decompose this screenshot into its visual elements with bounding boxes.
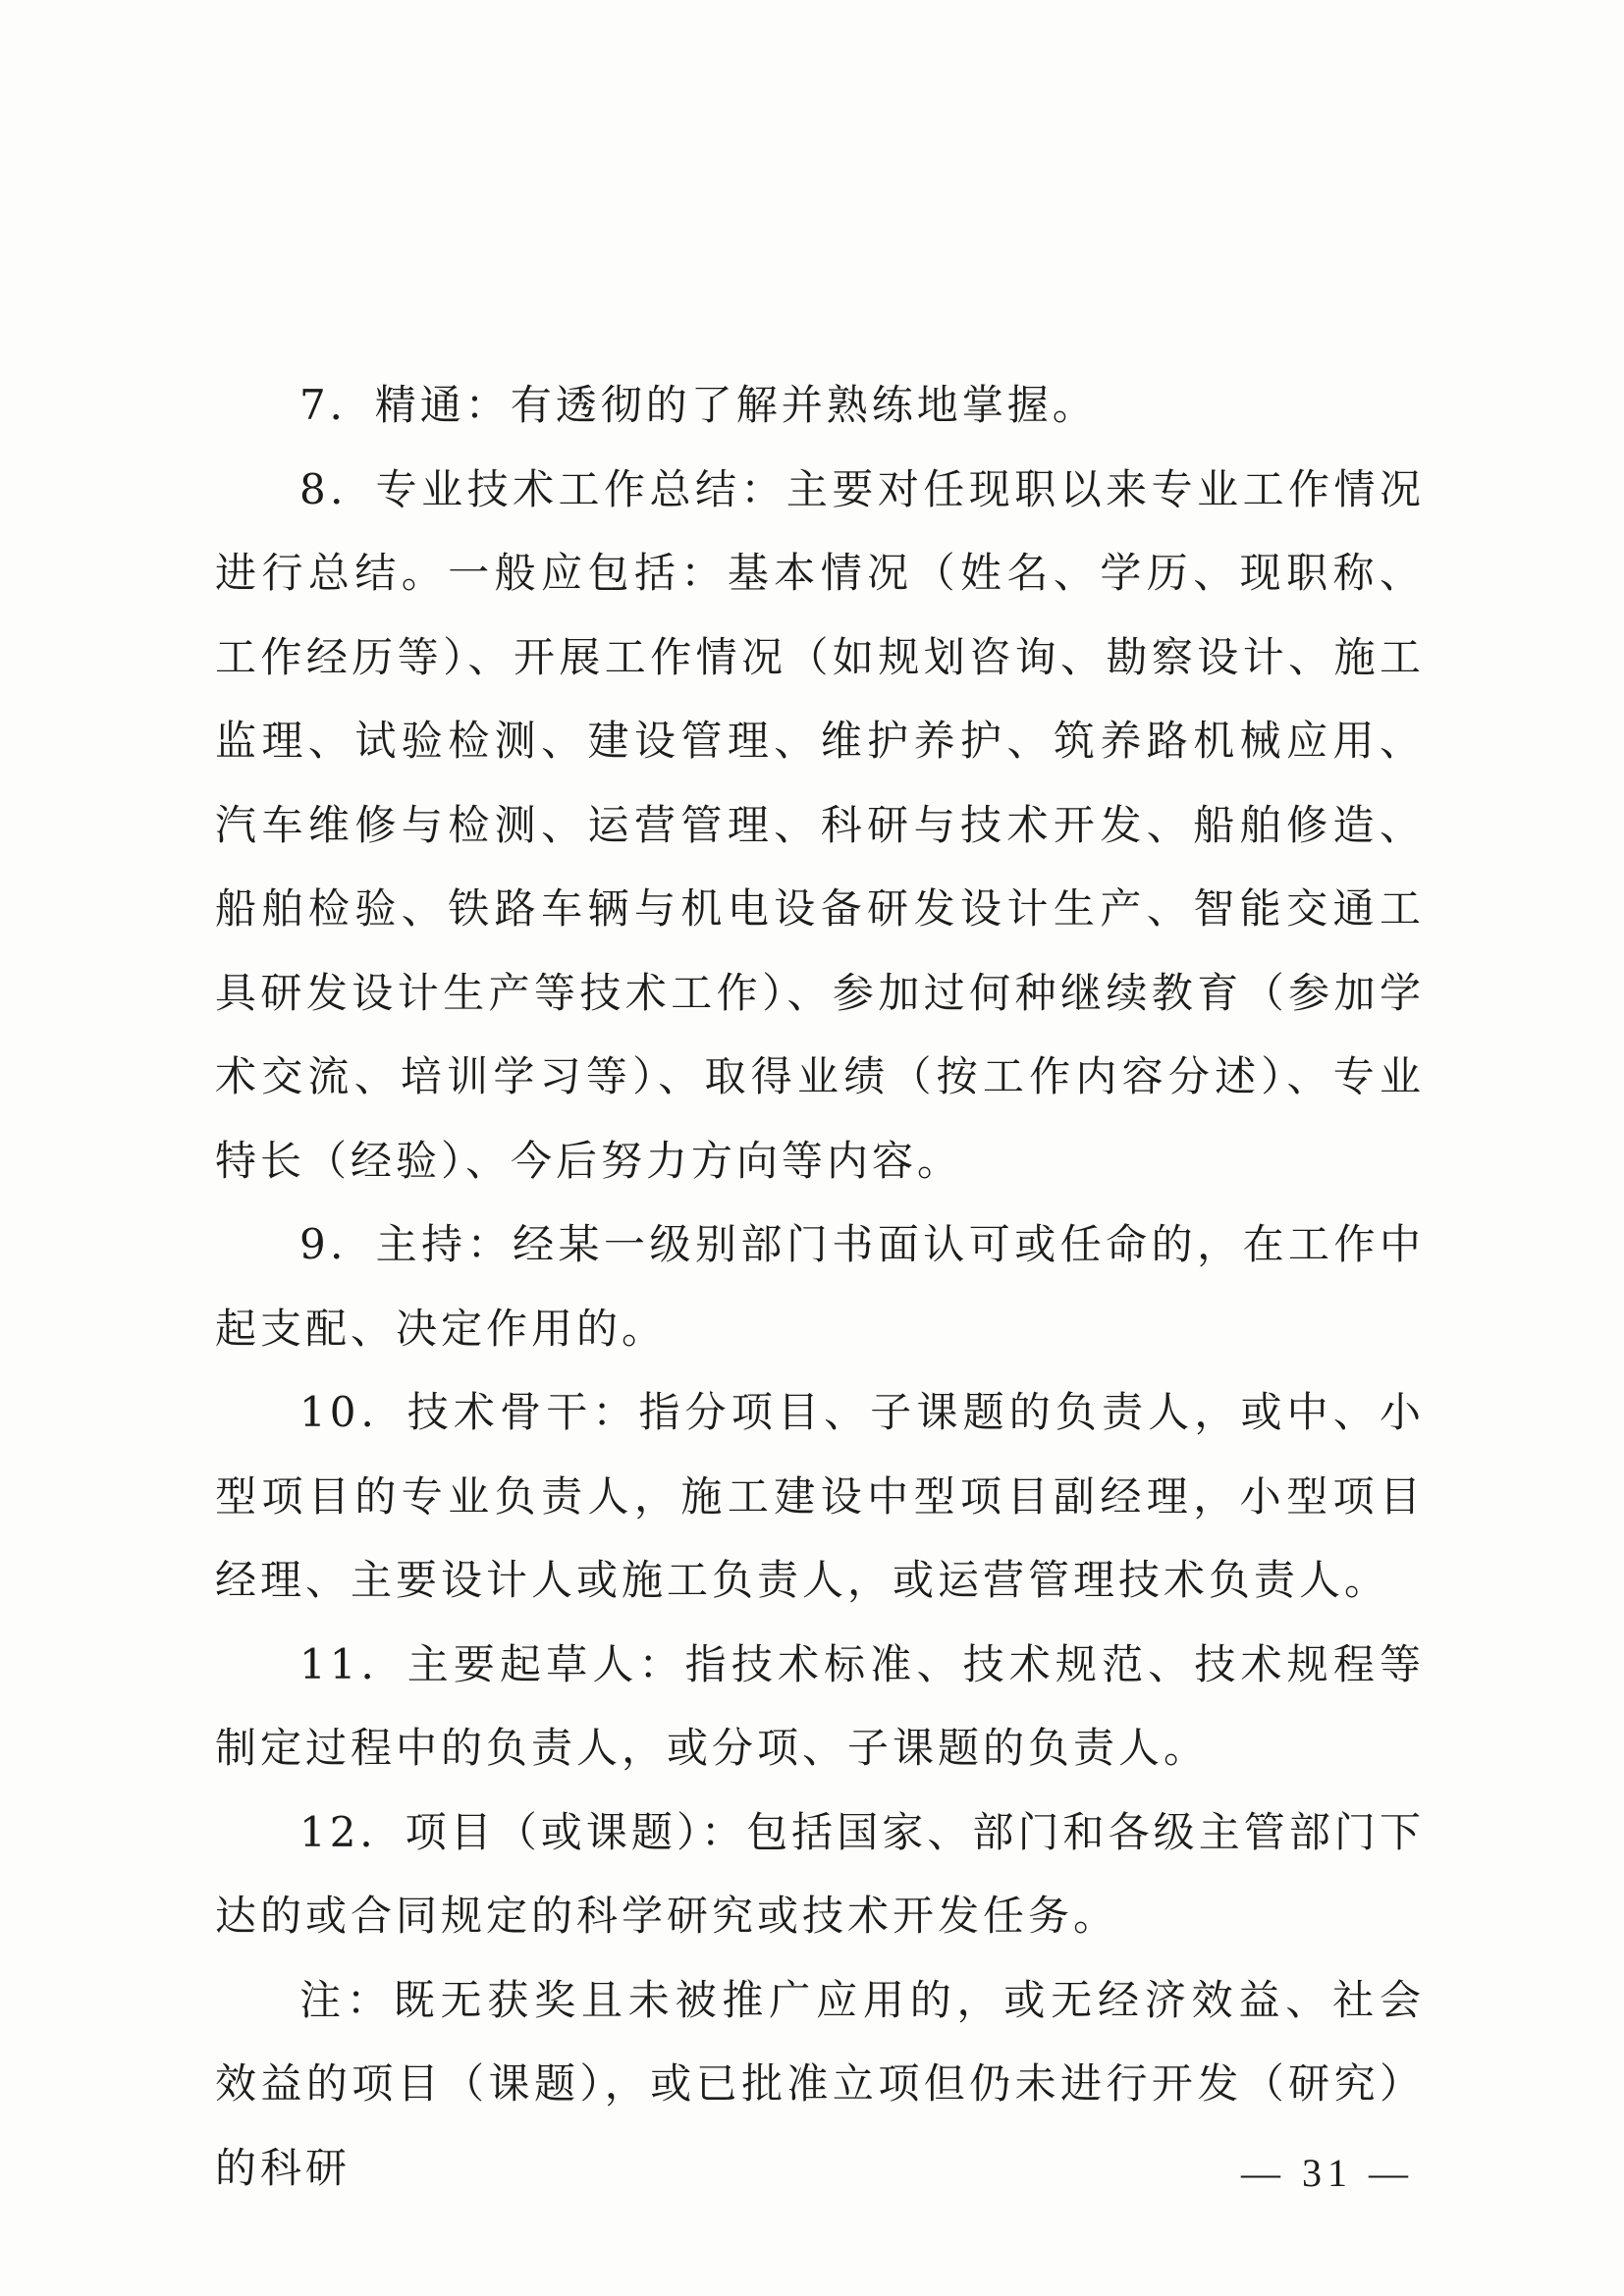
paragraph-item-7: 7．精通：有透彻的了解并熟练地掌握。 <box>299 381 1098 429</box>
page-number: — 31 — <box>1241 2151 1414 2195</box>
document-body <box>215 363 1425 2210</box>
paragraph-item-8: 8．专业技术工作总结：主要对任现职以来专业工作情况进行总结。一般应包括：基本情况（姓名、学历、现职称、工作经历等）、开展工作情况（如规划咨询、勘察设计、施工监理、试验检测、建设管理、维护养护、筑养路机械应用、汽车维修与检测、运营管理、科研与技术开发、船舶修造、船舶检验、铁路车辆与机电设备研发设计生产、智能交通工具研发设计生产等技术工作）、参加过何种继续教育（参加学术交流、培训学习等）、取得业绩（按工作内容分述）、专业特长（经验）、今后努力方向等内容。 <box>215 464 1425 1185</box>
paragraph-item-10: 10．技术骨干：指分项目、子课题的负责人，或中、小型项目的专业负责人，施工建设中型项目副经理，小型项目经理、主要设计人或施工负责人，或运营管理技术负责人。 <box>215 1388 1425 1604</box>
paragraph-item-12: 12．项目（或课题）：包括国家、部门和各级主管部门下达的或合同规定的科学研究或技术开发任务。 <box>215 1807 1425 1940</box>
paragraph-item-9: 9．主持：经某一级别部门书面认可或任命的，在工作中起支配、决定作用的。 <box>215 1220 1425 1353</box>
paragraph-item-11: 11．主要起草人：指技术标准、技术规范、技术规程等制定过程中的负责人，或分项、子课题的负责人。 <box>215 1639 1425 1772</box>
paragraph-note: 注：既无获奖且未被推广应用的，或无经济效益、社会效益的项目（课题），或已批准立项但仍未进行开发（研究）的科研 <box>215 1975 1425 2192</box>
